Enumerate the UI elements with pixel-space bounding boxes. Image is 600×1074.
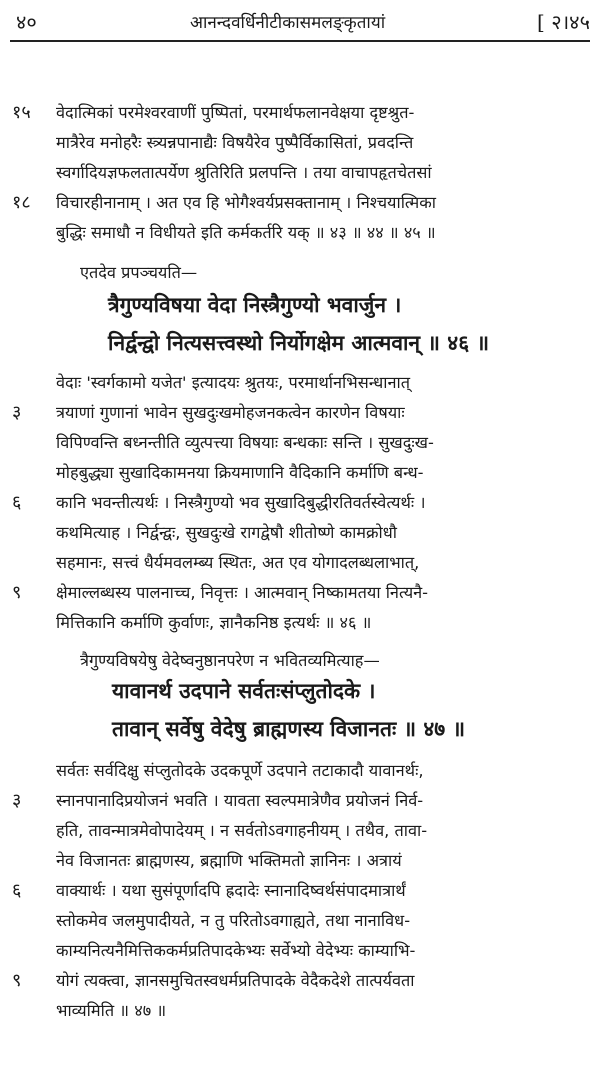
commentary-line: वाक्यार्थः । यथा सुसंपूर्णादपि ह्रदादेः स्नानादिष्वर्थसंपादमात्रार्थं bbox=[56, 881, 406, 900]
line-number: १५ bbox=[12, 102, 31, 123]
commentary-line: कथमित्याह । निर्द्वन्द्वः, सुखदुःखे रागद्वेषौ शीतोष्णे कामक्रोधौ bbox=[56, 523, 397, 542]
page-number: ४० bbox=[16, 10, 37, 34]
verse-line: निर्द्वन्द्वो नित्यसत्त्वस्थो निर्योगक्षेम आत्मवान् ॥ ४६ ॥ bbox=[108, 331, 490, 355]
header-rule bbox=[10, 40, 590, 42]
commentary-line: स्नानपानादिप्रयोजनं भवति । यावता स्वल्पमात्रेणैव प्रयोजनं निर्व- bbox=[56, 791, 424, 810]
line-number: ३ bbox=[12, 402, 22, 423]
verse-intro: एतदेव प्रपञ्चयति— bbox=[80, 263, 198, 282]
commentary-line: वेदात्मिकां परमेश्वरवाणीं पुष्पितां, परमार्थफलानवेक्षया दृष्टश्रुत- bbox=[56, 103, 415, 122]
line-number: १८ bbox=[12, 192, 31, 213]
commentary-line: कानि भवन्तीत्यर्थः । निस्त्रैगुण्यो भव सुखादिबुद्धीरतिवर्तस्वेत्यर्थः । bbox=[56, 493, 426, 512]
commentary-line: सर्वतः सर्वदिक्षु संप्लुतोदके उदकपूर्णे उदपाने तटाकादौ यावानर्थः, bbox=[56, 761, 424, 780]
line-number: ९ bbox=[12, 970, 22, 991]
running-title: आनन्दवर्धिनीटीकासमलङ्कृतायां bbox=[190, 13, 386, 33]
line-number: ६ bbox=[12, 880, 22, 901]
commentary-line: क्षेमाल्लब्धस्य पालनाच्च, निवृत्तः । आत्मवान् निष्कामतया नित्यनै- bbox=[56, 583, 429, 602]
commentary-line: बुद्धिः समाधौ न विधीयते इति कर्मकर्तरि यक् ॥ ४३ ॥ ४४ ॥ ४५ ॥ bbox=[56, 223, 436, 242]
line-number: ६ bbox=[12, 492, 22, 513]
commentary-line: मोहबुद्ध्या सुखादिकामनया क्रियमाणानि वैदिकानि कर्माणि बन्ध- bbox=[56, 463, 424, 482]
commentary-line: विपिण्वन्ति बध्नन्तीति व्युत्पत्त्या विषयाः बन्धकाः सन्ति । सुखदुःख- bbox=[56, 433, 434, 452]
commentary-line: मात्रैरेव मनोहरैः स्त्र्यन्नपानाद्यैः विषयैरेव पुष्पैर्विकासितां, प्रवदन्ति bbox=[56, 133, 414, 152]
commentary-line: हति, तावन्मात्रमेवोपादेयम् । न सर्वतोऽवगाहनीयम् । तथैव, तावा- bbox=[56, 821, 428, 840]
line-number: ३ bbox=[12, 790, 22, 811]
commentary-line: काम्यनित्यनैमित्तिककर्मप्रतिपादकेभ्यः सर्वेभ्यो वेदेभ्यः काम्याभि- bbox=[56, 941, 416, 960]
commentary-line: त्रयाणां गुणानां भावेन सुखदुःखमोहजनकत्वेन कारणेन विषयाः bbox=[56, 403, 405, 422]
verse-line: यावानर्थ उदपाने सर्वतःसंप्लुतोदके । bbox=[112, 679, 376, 703]
commentary-line: विचारहीनानाम् । अत एव हि भोगैश्वर्यप्रसक्तानाम् । निश्चयात्मिका bbox=[56, 193, 436, 212]
commentary-line: सहमानः, सत्त्वं धैर्यमवलम्ब्य स्थितः, अत एव योगादलब्धलाभात्, bbox=[56, 553, 420, 572]
commentary-line: योगं त्यक्त्वा, ज्ञानसमुचितस्वधर्मप्रतिपादके वेदैकदेशे तात्पर्यवता bbox=[56, 971, 415, 990]
commentary-line: वेदाः 'स्वर्गकामो यजेत' इत्यादयः श्रुतयः, परमार्थानभिसन्धानात् bbox=[56, 373, 410, 392]
page-header bbox=[0, 0, 600, 40]
verse-line: त्रैगुण्यविषया वेदा निस्त्रैगुण्यो भवार्जुन । bbox=[108, 293, 402, 317]
verse-intro: त्रैगुण्यविषयेषु वेदेष्वनुष्ठानपरेण न भवितव्यमित्याह— bbox=[80, 651, 380, 670]
commentary-line: भाव्यमिति ॥ ४७ ॥ bbox=[56, 1001, 167, 1020]
section-reference: [ २।४५ bbox=[537, 10, 590, 34]
commentary-line: नेव विजानतः ब्राह्मणस्य, ब्रह्माणि भक्तिमतो ज्ञानिनः । अत्रायं bbox=[56, 851, 402, 870]
line-number: ९ bbox=[12, 582, 22, 603]
commentary-line: मित्तिकानि कर्माणि कुर्वाणः, ज्ञानैकनिष्ठ इत्यर्थः ॥ ४६ ॥ bbox=[56, 613, 372, 632]
commentary-line: स्तोकमेव जलमुपादीयते, न तु परितोऽवगाह्यते, तथा नानाविध- bbox=[56, 911, 411, 930]
commentary-line: स्वर्गादियज्ञफलतात्पर्येण श्रुतिरिति प्रलपन्ति । तया वाचापहृतचेतसां bbox=[56, 163, 432, 182]
verse-line: तावान् सर्वेषु वेदेषु ब्राह्मणस्य विजानतः ॥ ४७ ॥ bbox=[112, 717, 466, 741]
